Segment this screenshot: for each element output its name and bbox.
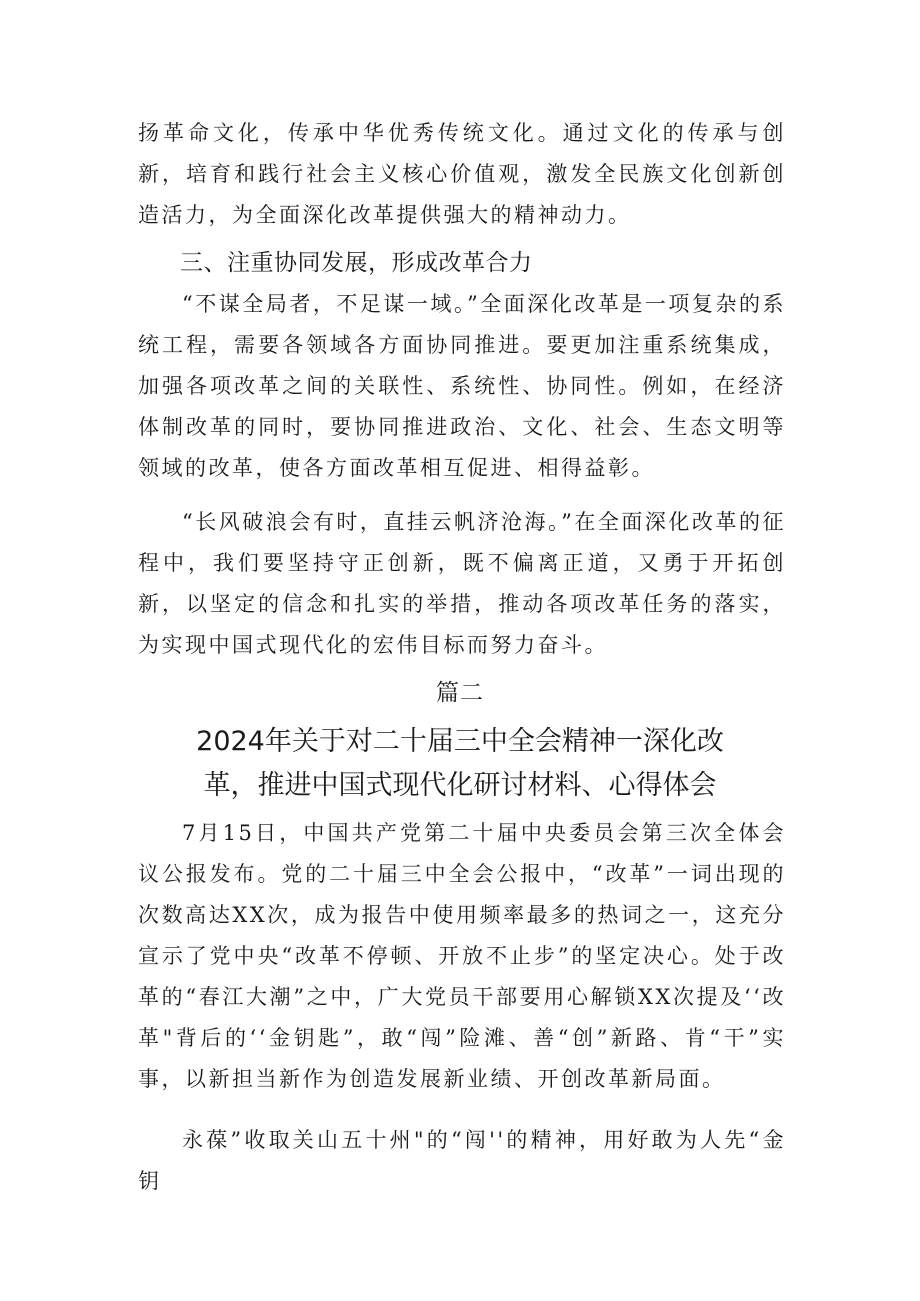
paragraph-culture: 扬革命文化，传承中华优秀传统文化。通过文化的传承与创新，培育和践行社会主义核心价值观，激发全民族文化创新创造活力，为全面深化改革提供强大的精神动力。	[138, 121, 786, 227]
paragraph-communique: 7月15日，中国共产党第二十届中央委员会第三次全体会议公报发布。党的二十届三中全会公报中，“改革”一词出现的次数高达XX次，成为报告中使用频率最多的热词之一，这充分宣示了党中央“改革不停顿、开放不止步”的坚定决心。处于改革的“春江大潮”之中，广大党员干部要用心解锁XX次提及‘‘改革"背后的‘‘金钥匙”，敢“闯”险滩、善“创”新路、肯“干”实事，以新担当新作为创造发展新业绩、开创改革新局面。	[138, 821, 786, 1091]
paragraph-long-wind: “长风破浪会有时，直挂云帆济沧海。”在全面深化改革的征程中，我们要坚持守正创新，既不偏离正道，又勇于开拓创新，以坚定的信念和扎实的举措，推动各项改革任务的落实，为实现中国式现代化的宏伟目标而努力奋斗。	[138, 510, 786, 657]
document-title-line-2: 革，推进中国式现代化研讨材料、心得体会	[203, 770, 717, 801]
paragraph-coordinated-development: “不谋全局者，不足谋一域。”全面深化改革是一项复杂的系统工程，需要各领域各方面协同推进。要更加注重系统集成，加强各项改革之间的关联性、系统性、协同性。例如，在经济体制改革的同时，要协同推进政治、文化、社会、生态文明等领域的改革，使各方面改革相互促进、相得益彰。	[138, 292, 786, 480]
document-title	[0, 720, 920, 808]
paragraph-spirit: 永葆”收取关山五十州"的“闯''的精神，用好敢为人先“金钥	[138, 1128, 786, 1193]
chapter-label: 篇二	[436, 680, 484, 706]
section-heading-three: 三、注重协同发展，形成改革合力	[180, 250, 533, 276]
document-title-line-1: 2024年关于对二十届三中全会精神一深化改	[196, 726, 724, 757]
